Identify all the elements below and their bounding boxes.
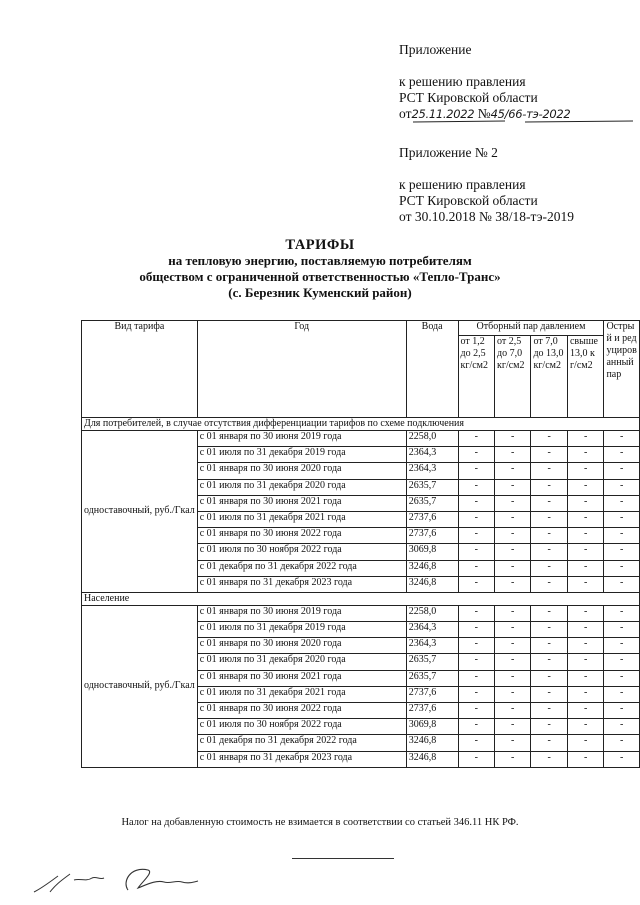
water-value-cell: 3069,8 xyxy=(406,544,458,560)
empty-dash-cell: - xyxy=(494,686,530,702)
empty-dash-cell: - xyxy=(567,751,603,767)
empty-dash-cell: - xyxy=(567,719,603,735)
empty-dash-cell: - xyxy=(604,622,640,638)
empty-dash-cell: - xyxy=(604,686,640,702)
empty-dash-cell: - xyxy=(494,605,530,621)
empty-dash-cell: - xyxy=(604,703,640,719)
empty-dash-cell: - xyxy=(604,576,640,592)
water-value-cell: 2635,7 xyxy=(406,479,458,495)
water-value-cell: 2364,3 xyxy=(406,447,458,463)
empty-dash-cell: - xyxy=(531,686,567,702)
separator-line xyxy=(292,858,394,859)
empty-dash-cell: - xyxy=(531,544,567,560)
empty-dash-cell: - xyxy=(531,670,567,686)
empty-dash-cell: - xyxy=(531,447,567,463)
empty-dash-cell: - xyxy=(458,528,494,544)
empty-dash-cell: - xyxy=(531,719,567,735)
empty-dash-cell: - xyxy=(531,495,567,511)
empty-dash-cell: - xyxy=(567,605,603,621)
water-value-cell: 2364,3 xyxy=(406,622,458,638)
empty-dash-cell: - xyxy=(494,528,530,544)
empty-dash-cell: - xyxy=(567,670,603,686)
empty-dash-cell: - xyxy=(604,511,640,527)
empty-dash-cell: - xyxy=(458,431,494,447)
empty-dash-cell: - xyxy=(604,560,640,576)
water-value-cell: 2364,3 xyxy=(406,638,458,654)
empty-dash-cell: - xyxy=(604,638,640,654)
empty-dash-cell: - xyxy=(458,686,494,702)
appendix-label: Приложение xyxy=(399,42,472,57)
header-steam-2: от 2,5 до 7,0 кг/см2 xyxy=(494,335,530,417)
empty-dash-cell: - xyxy=(531,622,567,638)
empty-dash-cell: - xyxy=(604,719,640,735)
empty-dash-cell: - xyxy=(604,528,640,544)
water-value-cell: 3069,8 xyxy=(406,719,458,735)
authority-line: РСТ Кировской области xyxy=(399,90,538,105)
water-value-cell: 2635,7 xyxy=(406,654,458,670)
empty-dash-cell: - xyxy=(567,576,603,592)
table-row xyxy=(82,605,640,621)
empty-dash-cell: - xyxy=(567,463,603,479)
empty-dash-cell: - xyxy=(567,686,603,702)
empty-dash-cell: - xyxy=(458,622,494,638)
period-cell: с 01 июля по 31 декабря 2021 года xyxy=(197,511,406,527)
empty-dash-cell: - xyxy=(494,719,530,735)
period-cell: с 01 января по 31 декабря 2023 года xyxy=(197,576,406,592)
decision-line-2: к решению правления xyxy=(399,177,526,192)
handwritten-number: 45/66-тэ-2022 xyxy=(490,107,571,121)
water-value-cell: 3246,8 xyxy=(406,576,458,592)
period-cell: с 01 декабря по 31 декабря 2022 года xyxy=(197,560,406,576)
water-value-cell: 2737,6 xyxy=(406,528,458,544)
period-cell: с 01 января по 30 июня 2020 года xyxy=(197,463,406,479)
empty-dash-cell: - xyxy=(531,751,567,767)
empty-dash-cell: - xyxy=(567,544,603,560)
empty-dash-cell: - xyxy=(567,622,603,638)
period-cell: с 01 июля по 31 декабря 2019 года xyxy=(197,622,406,638)
empty-dash-cell: - xyxy=(604,447,640,463)
empty-dash-cell: - xyxy=(567,511,603,527)
water-value-cell: 2258,0 xyxy=(406,431,458,447)
empty-dash-cell: - xyxy=(458,479,494,495)
period-cell: с 01 января по 30 июня 2022 года xyxy=(197,528,406,544)
period-cell: с 01 июля по 30 ноября 2022 года xyxy=(197,544,406,560)
empty-dash-cell: - xyxy=(604,463,640,479)
empty-dash-cell: - xyxy=(604,605,640,621)
empty-dash-cell: - xyxy=(494,447,530,463)
empty-dash-cell: - xyxy=(531,703,567,719)
empty-dash-cell: - xyxy=(494,576,530,592)
empty-dash-cell: - xyxy=(567,638,603,654)
water-value-cell: 2737,6 xyxy=(406,703,458,719)
empty-dash-cell: - xyxy=(531,511,567,527)
header-kind: Вид тарифа xyxy=(82,321,198,418)
empty-dash-cell: - xyxy=(494,638,530,654)
empty-dash-cell: - xyxy=(567,479,603,495)
header-steam: Отборный пар давлением xyxy=(458,321,604,336)
doc-subtitle: на тепловую энергию, поставляемую потребителям обществом с ограниченной ответственностью «Тепло-Транс» (с. Березник Куменский район) xyxy=(139,253,501,300)
decision-line: к решению правления xyxy=(399,74,526,89)
header-steam-3: от 7,0 до 13,0 кг/см2 xyxy=(531,335,567,417)
empty-dash-cell: - xyxy=(458,703,494,719)
empty-dash-cell: - xyxy=(494,479,530,495)
period-cell: с 01 января по 30 июня 2021 года xyxy=(197,495,406,511)
handwritten-date: 25.11.2022 xyxy=(411,107,475,121)
empty-dash-cell: - xyxy=(494,654,530,670)
period-cell: с 01 января по 30 июня 2019 года xyxy=(197,431,406,447)
header-reduced: Острый и редуцированный пар xyxy=(604,321,640,418)
empty-dash-cell: - xyxy=(494,544,530,560)
empty-dash-cell: - xyxy=(494,511,530,527)
empty-dash-cell: - xyxy=(531,638,567,654)
appendix-block-1 xyxy=(399,42,570,122)
empty-dash-cell: - xyxy=(567,703,603,719)
empty-dash-cell: - xyxy=(567,528,603,544)
empty-dash-cell: - xyxy=(494,751,530,767)
vat-note: Налог на добавленную стоимость не взимается в соответствии со статьей 346.11 НК РФ. xyxy=(121,817,519,828)
empty-dash-cell: - xyxy=(531,576,567,592)
section-body-2 xyxy=(82,592,640,767)
header-steam-4: свыше 13,0 кг/см2 xyxy=(567,335,603,417)
period-cell: с 01 января по 30 июня 2020 года xyxy=(197,638,406,654)
empty-dash-cell: - xyxy=(531,605,567,621)
period-cell: с 01 января по 31 декабря 2023 года xyxy=(197,751,406,767)
consumers-section-title: Для потребителей, в случае отсутствия дифференциации тарифов по схеме подключения xyxy=(82,418,640,431)
empty-dash-cell: - xyxy=(458,719,494,735)
underline-stroke xyxy=(413,120,633,124)
authority-line-2: РСТ Кировской области xyxy=(399,193,538,208)
period-cell: с 01 января по 30 июня 2021 года xyxy=(197,670,406,686)
water-value-cell: 3246,8 xyxy=(406,560,458,576)
empty-dash-cell: - xyxy=(531,735,567,751)
consumers-tariff-kind: одноставочный, руб./Гкал xyxy=(82,431,198,593)
period-cell: с 01 июля по 31 декабря 2019 года xyxy=(197,447,406,463)
empty-dash-cell: - xyxy=(604,544,640,560)
period-cell: с 01 июля по 31 декабря 2021 года xyxy=(197,686,406,702)
section-body-1 xyxy=(82,418,640,593)
empty-dash-cell: - xyxy=(604,670,640,686)
empty-dash-cell: - xyxy=(604,431,640,447)
empty-dash-cell: - xyxy=(494,622,530,638)
empty-dash-cell: - xyxy=(567,654,603,670)
empty-dash-cell: - xyxy=(458,670,494,686)
empty-dash-cell: - xyxy=(494,431,530,447)
water-value-cell: 2737,6 xyxy=(406,511,458,527)
empty-dash-cell: - xyxy=(531,431,567,447)
period-cell: с 01 января по 30 июня 2022 года xyxy=(197,703,406,719)
empty-dash-cell: - xyxy=(531,654,567,670)
empty-dash-cell: - xyxy=(458,654,494,670)
empty-dash-cell: - xyxy=(494,560,530,576)
empty-dash-cell: - xyxy=(531,479,567,495)
header-steam-1: от 1,2 до 2,5 кг/см2 xyxy=(458,335,494,417)
header-year: Год xyxy=(197,321,406,418)
appendix-2-label: Приложение № 2 xyxy=(399,145,498,160)
population-section-title: Население xyxy=(82,592,640,605)
period-cell: с 01 декабря по 31 декабря 2022 года xyxy=(197,735,406,751)
tariff-table xyxy=(81,320,640,768)
period-cell: с 01 июля по 30 ноября 2022 года xyxy=(197,719,406,735)
empty-dash-cell: - xyxy=(494,735,530,751)
empty-dash-cell: - xyxy=(604,479,640,495)
doc-title: ТАРИФЫ xyxy=(285,237,355,253)
empty-dash-cell: - xyxy=(458,560,494,576)
empty-dash-cell: - xyxy=(604,654,640,670)
empty-dash-cell: - xyxy=(458,735,494,751)
empty-dash-cell: - xyxy=(531,560,567,576)
empty-dash-cell: - xyxy=(458,544,494,560)
water-value-cell: 2364,3 xyxy=(406,463,458,479)
water-value-cell: 2258,0 xyxy=(406,605,458,621)
empty-dash-cell: - xyxy=(458,495,494,511)
empty-dash-cell: - xyxy=(494,495,530,511)
empty-dash-cell: - xyxy=(567,447,603,463)
table-row xyxy=(82,431,640,447)
population-tariff-kind: одноставочный, руб./Гкал xyxy=(82,605,198,767)
empty-dash-cell: - xyxy=(567,735,603,751)
empty-dash-cell: - xyxy=(458,638,494,654)
water-value-cell: 2635,7 xyxy=(406,495,458,511)
water-value-cell: 3246,8 xyxy=(406,751,458,767)
empty-dash-cell: - xyxy=(458,511,494,527)
empty-dash-cell: - xyxy=(604,735,640,751)
signature-mark xyxy=(30,862,200,896)
empty-dash-cell: - xyxy=(567,495,603,511)
date-number-line: от25.11.2022 №45/66-тэ-2022 xyxy=(399,106,570,122)
empty-dash-cell: - xyxy=(494,703,530,719)
empty-dash-cell: - xyxy=(458,605,494,621)
empty-dash-cell: - xyxy=(494,463,530,479)
empty-dash-cell: - xyxy=(458,576,494,592)
water-value-cell: 3246,8 xyxy=(406,735,458,751)
empty-dash-cell: - xyxy=(458,751,494,767)
period-cell: с 01 июля по 31 декабря 2020 года xyxy=(197,479,406,495)
empty-dash-cell: - xyxy=(458,447,494,463)
period-cell: с 01 января по 30 июня 2019 года xyxy=(197,605,406,621)
empty-dash-cell: - xyxy=(604,495,640,511)
empty-dash-cell: - xyxy=(567,560,603,576)
water-value-cell: 2635,7 xyxy=(406,670,458,686)
header-water: Вода xyxy=(406,321,458,418)
empty-dash-cell: - xyxy=(531,528,567,544)
empty-dash-cell: - xyxy=(567,431,603,447)
empty-dash-cell: - xyxy=(458,463,494,479)
empty-dash-cell: - xyxy=(604,751,640,767)
water-value-cell: 2737,6 xyxy=(406,686,458,702)
empty-dash-cell: - xyxy=(494,670,530,686)
date-number-line-2: от 30.10.2018 № 38/18-тэ-2019 xyxy=(399,209,574,224)
period-cell: с 01 июля по 31 декабря 2020 года xyxy=(197,654,406,670)
appendix-block-2 xyxy=(399,145,574,225)
empty-dash-cell: - xyxy=(531,463,567,479)
